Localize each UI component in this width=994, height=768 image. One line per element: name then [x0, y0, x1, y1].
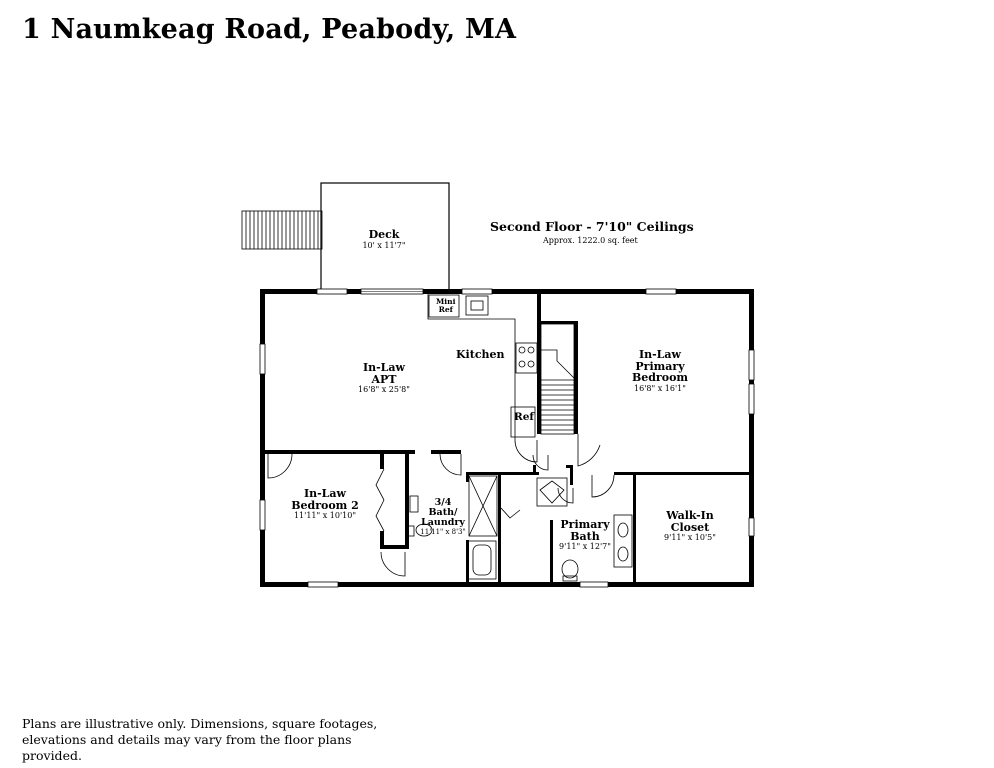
interior-stairs	[541, 324, 574, 434]
room-dims: 9'11" x 12'7"	[559, 542, 611, 552]
room-dims: 16'8" x 25'8"	[358, 385, 410, 395]
room-primary-bath	[559, 519, 611, 551]
room-primary-bedroom	[632, 349, 688, 393]
floor-title: Second Floor - 7'10" Ceilings	[490, 219, 694, 234]
room-name: In-Law Bedroom 2	[291, 487, 359, 512]
room-kitchen: Kitchen	[456, 348, 505, 361]
room-name: In-Law Primary Bedroom	[631, 348, 689, 385]
slider-door	[361, 289, 423, 294]
room-dims: 9'11" x 10'5"	[664, 533, 716, 543]
room-bedroom-2	[291, 488, 359, 520]
disclaimer: Plans are illustrative only. Dimensions, square footages, elevations and details may vary from the floor plans provided.	[22, 716, 378, 763]
room-name: Walk-In Closet	[666, 509, 714, 534]
room-dims: 11'11" x 10'10"	[293, 511, 357, 521]
room-name: Primary Bath	[560, 518, 610, 543]
page-title: 1 Naumkeag Road, Peabody, MA	[22, 14, 517, 45]
room-dims: 11'11" x 8'3"	[420, 527, 466, 536]
room-walkin-closet	[664, 510, 716, 542]
label-mini-ref: Mini Ref	[436, 297, 456, 314]
room-inlaw-apt	[358, 362, 410, 394]
room-dims: 10' x 11'7"	[362, 240, 406, 250]
floor-area: Approx. 1222.0 sq. feet	[543, 236, 638, 245]
label-ref: Ref	[514, 411, 534, 423]
deck-stairs	[242, 211, 322, 249]
room-bath-laundry	[420, 498, 465, 536]
room-name: Deck	[368, 228, 400, 241]
room-deck	[362, 229, 405, 250]
room-dims: 16'8" x 16'1"	[634, 383, 686, 393]
room-name: 3/4 Bath/ Laundry	[421, 497, 465, 528]
room-name: In-Law APT	[362, 361, 406, 386]
